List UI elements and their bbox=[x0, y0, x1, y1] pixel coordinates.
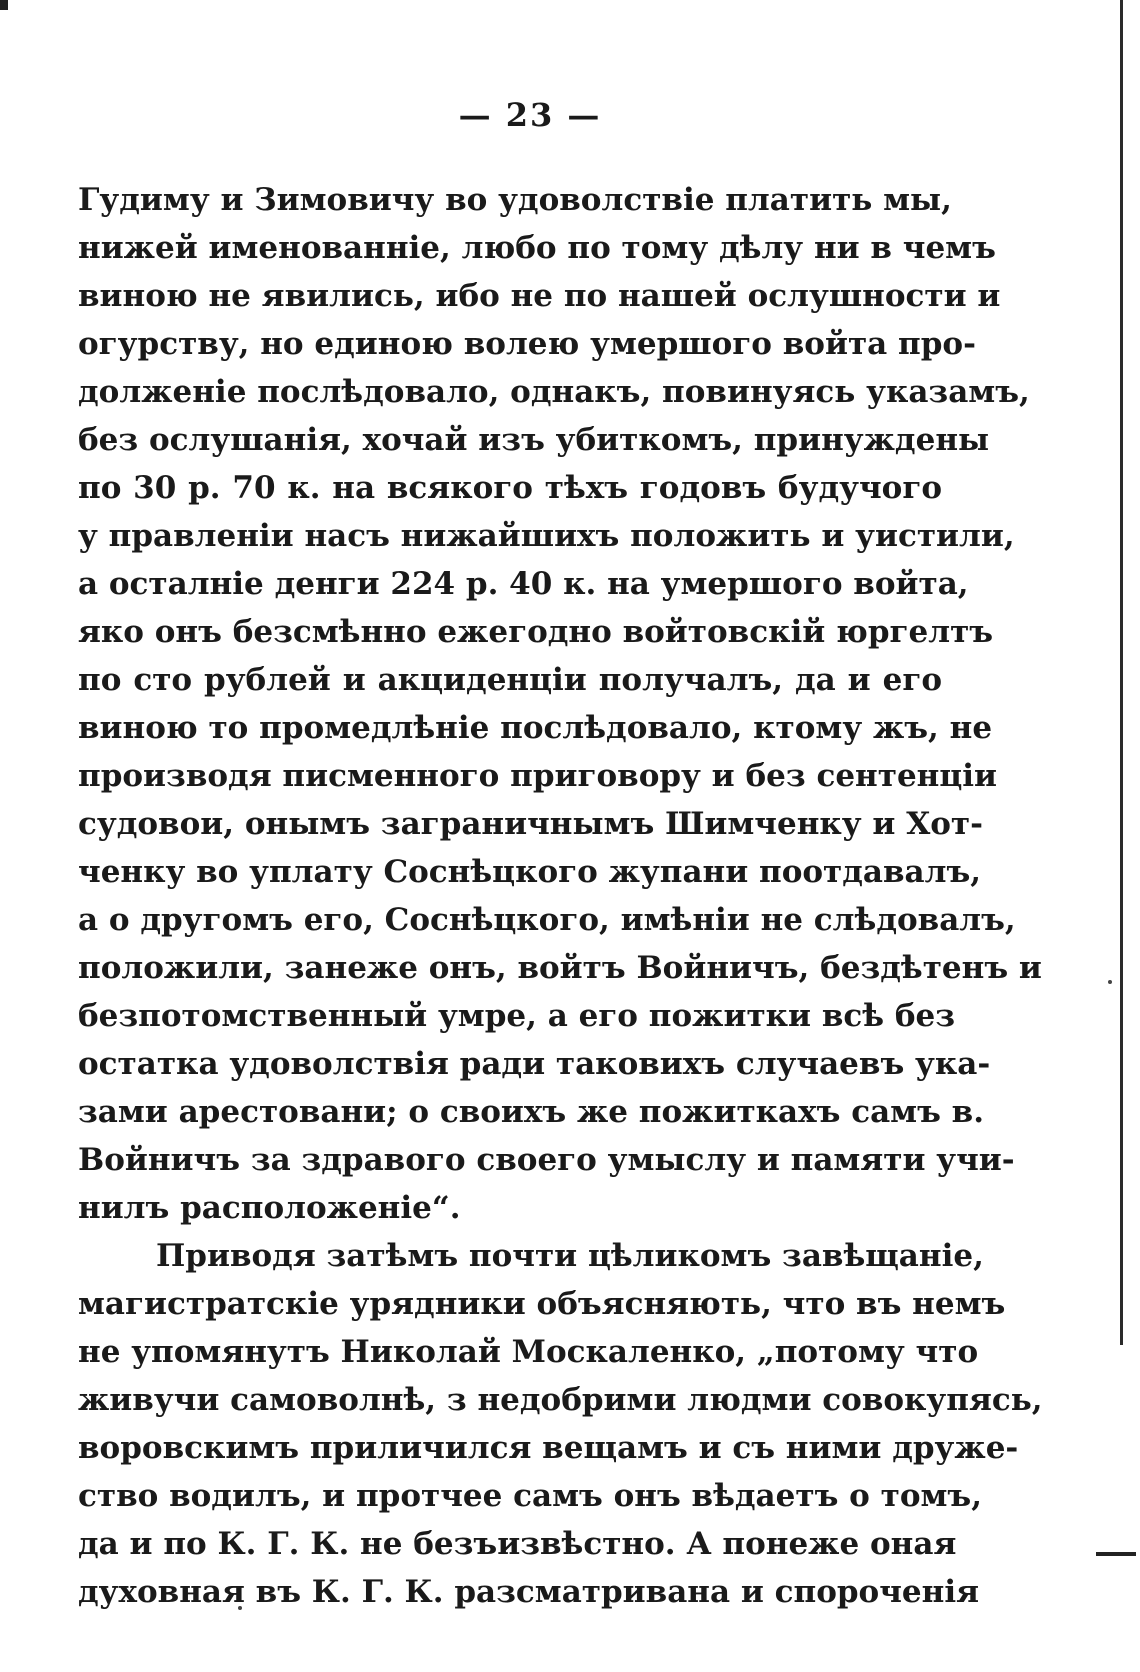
scan-right-border bbox=[1120, 0, 1123, 1345]
text-line: нилъ расположеніе“. bbox=[78, 1190, 461, 1226]
text-line: да и по К. Г. К. не безъизвѣстно. А понеже оная bbox=[78, 1526, 957, 1562]
text-line: не упомянутъ Николай Москаленко, „потому что bbox=[78, 1334, 979, 1370]
text-line: у правленіи насъ нижайшихъ положить и уистили, bbox=[78, 518, 1015, 554]
paragraph bbox=[78, 176, 1042, 1232]
text-line: нижей именованніе, любо по тому дѣлу ни в чемъ bbox=[78, 230, 996, 266]
scan-edge-mark bbox=[0, 0, 8, 10]
text-line: по 30 р. 70 к. на всякого тѣхъ годовъ будучого bbox=[78, 470, 942, 506]
text-line: яко онъ безсмѣнно ежегодно войтовскій юргелтъ bbox=[78, 614, 994, 650]
text-line: виною то промедлѣніе послѣдовало, ктому жъ, не bbox=[78, 710, 993, 746]
text-line: живучи самоволнѣ, з недобрими людми совокупясь, bbox=[78, 1382, 1043, 1418]
page-number: — 23 — bbox=[458, 96, 602, 134]
text-line: по сто рублей и акциденціи получалъ, да и его bbox=[78, 662, 942, 698]
text-line: положили, занеже онъ, войтъ Войничъ, бездѣтенъ и bbox=[78, 950, 1042, 986]
text-line: а о другомъ его, Соснѣцкого, имѣніи не слѣдовалъ, bbox=[78, 902, 1016, 938]
text-block bbox=[78, 176, 1043, 1616]
text-line: виною не явились, ибо не по нашей ослушности и bbox=[78, 278, 1001, 314]
paragraph bbox=[78, 1232, 1043, 1616]
text-line: остатка удоволствія ради таковихъ случаевъ ука- bbox=[78, 1046, 991, 1082]
scan-margin-tick bbox=[1096, 1552, 1136, 1556]
scan-speck bbox=[1108, 980, 1112, 984]
text-line: воровскимъ приличился вещамъ и съ ними друже- bbox=[78, 1430, 1019, 1466]
text-line: магистратскіе урядники объясняють, что въ немъ bbox=[78, 1286, 1006, 1322]
text-line: зами арестовани; о своихъ же пожиткахъ самъ в. bbox=[78, 1094, 984, 1130]
text-line: долженіе послѣдовало, однакъ, повинуясь указамъ, bbox=[78, 374, 1030, 410]
text-line: ченку во уплату Соснѣцкого жупани поотдавалъ, bbox=[78, 854, 982, 890]
text-line: ство водилъ, и протчее самъ онъ вѣдаетъ о томъ, bbox=[78, 1478, 982, 1514]
text-line: Приводя затѣмъ почти цѣликомъ завѣщаніе, bbox=[156, 1238, 984, 1274]
text-line: судовои, онымъ заграничнымъ Шимченку и Хот- bbox=[78, 806, 984, 842]
text-line: а осталніе денги 224 р. 40 к. на умершого войта, bbox=[78, 566, 969, 602]
text-line: огурству, но единою волею умершого войта про- bbox=[78, 326, 976, 362]
text-line: без ослушанія, хочай изъ убиткомъ, принуждены bbox=[78, 422, 990, 458]
text-line: духовная въ К. Г. К. разсматривана и спороченія bbox=[78, 1574, 980, 1610]
text-line: безпотомственный умре, а его пожитки всѣ без bbox=[78, 998, 956, 1034]
text-line: производя писменного приговору и без сентенціи bbox=[78, 758, 998, 794]
text-line: Войничъ за здравого своего умыслу и памяти учи- bbox=[78, 1142, 1015, 1178]
text-line: Гудиму и Зимовичу во удоволствіе платить мы, bbox=[78, 182, 952, 218]
